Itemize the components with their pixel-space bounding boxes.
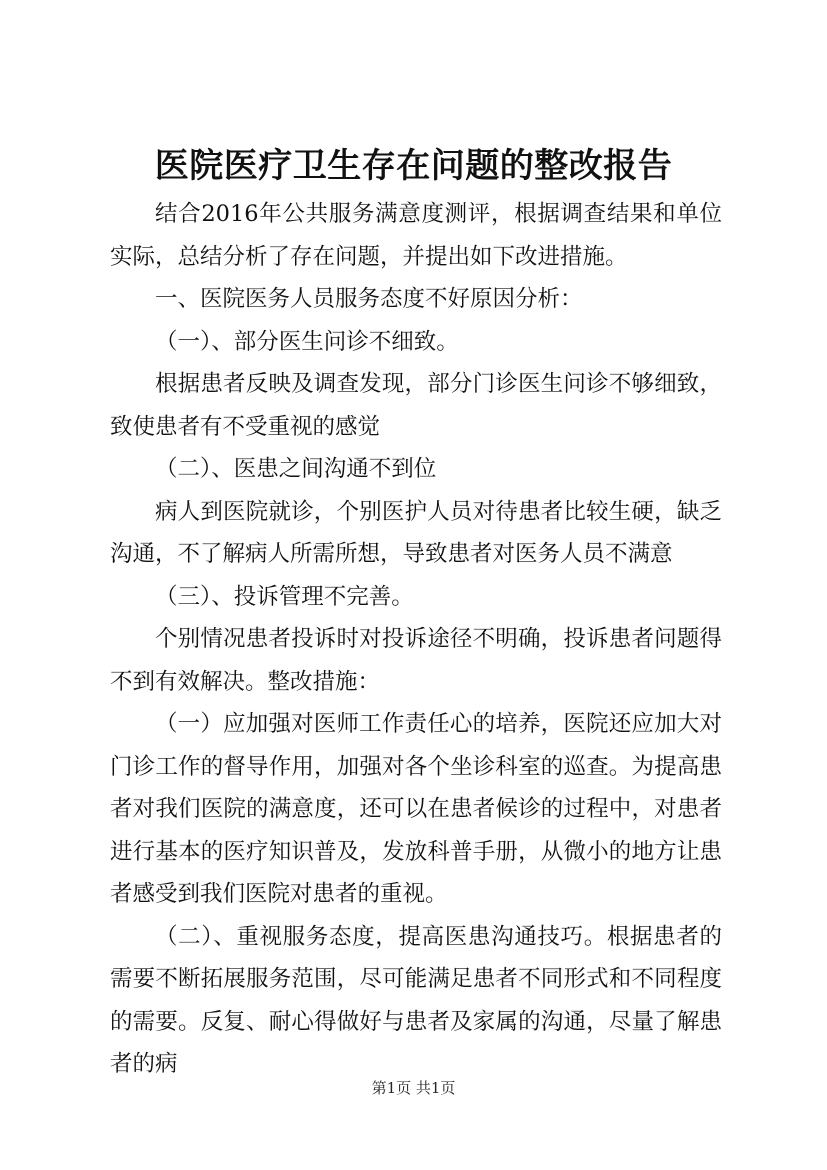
- section-heading-analysis: 一、医院医务人员服务态度不好原因分析：: [155, 286, 583, 312]
- paragraph-3: 个别情况患者投诉时对投诉途径不明确，投诉患者问题得不到有效解决。整改措施：: [110, 626, 722, 695]
- paragraph-2: 病人到医院就诊，个别医护人员对待患者比较生硬，缺乏沟通，不了解病人所需所想，导致患者对医务人员不满意: [110, 498, 722, 567]
- subheading-1: （一）、部分医生问诊不细致。: [155, 328, 459, 355]
- document-title: 医院医疗卫生存在问题的整改报告: [154, 146, 673, 186]
- measure-2: （二）、重视服务态度，提高医患沟通技巧。根据患者的需要不断拓展服务范围，尽可能满足患者不同形式和不同程度的需要。反复、耐心得做好与患者及家属的沟通，尽量了解患者的病: [110, 923, 722, 1077]
- paragraph-intro: 结合2016年公共服务满意度测评，根据调查结果和单位实际，总结分析了存在问题，并提出如下改进措施。: [110, 201, 722, 270]
- page-footer: 第1页 共1页: [371, 1079, 456, 1097]
- subheading-3: （三）、投诉管理不完善。: [155, 583, 414, 610]
- measure-1: （一）应加强对医师工作责任心的培养，医院还应加大对门诊工作的督导作用，加强对各个坐诊科室的巡查。为提高患者对我们医院的满意度，还可以在患者候诊的过程中，对患者进行基本的医疗知识普及，发放科普手册，从微小的地方让患者感受到我们医院对患者的重视。: [110, 711, 722, 907]
- paragraph-1: 根据患者反映及调查发现，部分门诊医生问诊不够细致，致使患者有不受重视的感觉: [110, 371, 722, 440]
- document-body: [110, 193, 722, 1086]
- subheading-2: （二）、医患之间沟通不到位: [155, 456, 437, 482]
